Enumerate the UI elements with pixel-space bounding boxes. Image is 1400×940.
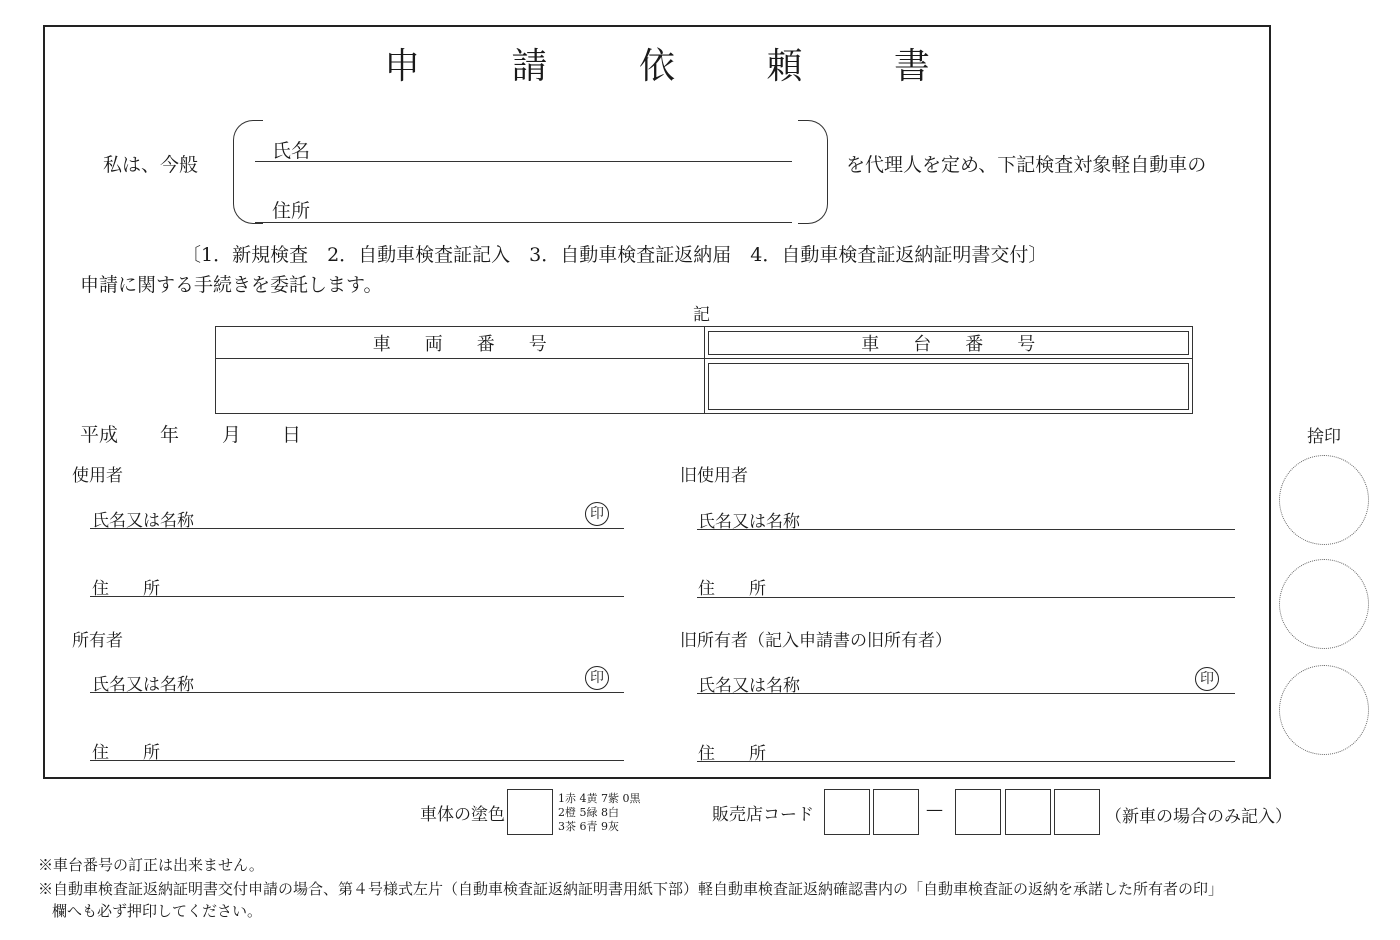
form-title: 申 請 依 頼 書 [384,46,970,87]
old-user-address-label: 住 所 [698,579,766,599]
chassis-number-header: 車台番号 [704,327,1193,359]
owner-address-field[interactable] [90,760,624,761]
dealer-code-box-4[interactable] [1005,789,1051,835]
left-brace [233,120,263,224]
old-owner-address-field[interactable] [697,761,1235,762]
body-color-label: 車体の塗色 [420,805,505,825]
user-seal-mark: 印 [585,502,609,526]
old-user-name-field[interactable] [697,529,1235,530]
vehicle-number-cell[interactable] [216,359,705,414]
old-owner-seal-mark: 印 [1195,667,1219,691]
sutein-circle-3[interactable] [1279,665,1369,755]
date-year: 年 [160,424,180,446]
user-name-label: 氏名又は名称 [92,511,194,531]
old-user-address-field[interactable] [697,597,1235,598]
vehicle-table [215,326,1193,414]
date-day: 日 [282,424,302,446]
agent-address-field[interactable] [255,222,792,223]
owner-address-label: 住 所 [92,743,160,763]
old-owner-name-field[interactable] [697,693,1235,694]
agent-name-field[interactable] [255,161,792,162]
footnote-2: ※自動車検査証返納証明書交付申請の場合、第４号様式左片（自動車検査証返納証明書用紙下部）軽自動車検査証返納確認書内の「自動車検査証の返納を承諾した所有者の印」 [38,880,1224,898]
dealer-code-box-2[interactable] [873,789,919,835]
owner-name-field[interactable] [90,692,624,693]
owner-heading: 所有者 [72,631,123,651]
body-color-box[interactable] [507,789,553,835]
dealer-code-box-3[interactable] [955,789,1001,835]
vehicle-number-header: 車両番号 [216,327,705,359]
dealer-code-note: （新車の場合のみ記入） [1105,807,1292,827]
intro-prefix: 私は、今般 [103,154,199,176]
intro-suffix: を代理人を定め、下記検査対象軽自動車の [846,154,1207,176]
date-month: 月 [222,424,242,446]
body-color-legend-row: 2橙 5緑 8白 [558,806,619,819]
dealer-code-box-1[interactable] [824,789,870,835]
application-options: 〔1．新規検査 2．自動車検査証記入 3．自動車検査証返納届 4．自動車検査証返納証明書交付〕 [182,244,1048,266]
old-user-heading: 旧使用者 [680,466,748,486]
user-address-field[interactable] [90,596,624,597]
old-owner-address-label: 住 所 [698,744,766,764]
ki-label: 記 [693,305,710,325]
body-color-legend-row: 3茶 6青 9灰 [558,820,619,833]
owner-name-label: 氏名又は名称 [92,675,194,695]
sutein-circle-2[interactable] [1279,559,1369,649]
intro-closing: 申請に関する手続きを委託します。 [80,274,383,296]
user-heading: 使用者 [72,466,123,486]
sutein-circle-1[interactable] [1279,455,1369,545]
chassis-number-cell[interactable] [704,359,1193,414]
owner-seal-mark: 印 [585,666,609,690]
sutein-label: 捨印 [1307,427,1341,447]
dealer-code-dash: — [926,800,943,820]
body-color-legend [558,792,640,834]
user-address-label: 住 所 [92,579,160,599]
date-era: 平成 [80,424,119,446]
right-brace [798,120,828,224]
agent-address-label: 住所 [272,200,311,222]
footnote-1: ※車台番号の訂正は出来ません。 [38,856,264,874]
old-owner-name-label: 氏名又は名称 [698,676,800,696]
old-user-name-label: 氏名又は名称 [698,512,800,532]
footnote-3: 欄へも必ず押印してください。 [52,902,263,920]
body-color-legend-row: 1赤 4黄 7紫 0黒 [558,792,641,805]
user-name-field[interactable] [90,528,624,529]
agent-name-label: 氏名 [272,140,311,162]
dealer-code-label: 販売店コード [712,805,814,825]
old-owner-heading: 旧所有者（記入申請書の旧所有者） [680,631,952,651]
dealer-code-box-5[interactable] [1054,789,1100,835]
